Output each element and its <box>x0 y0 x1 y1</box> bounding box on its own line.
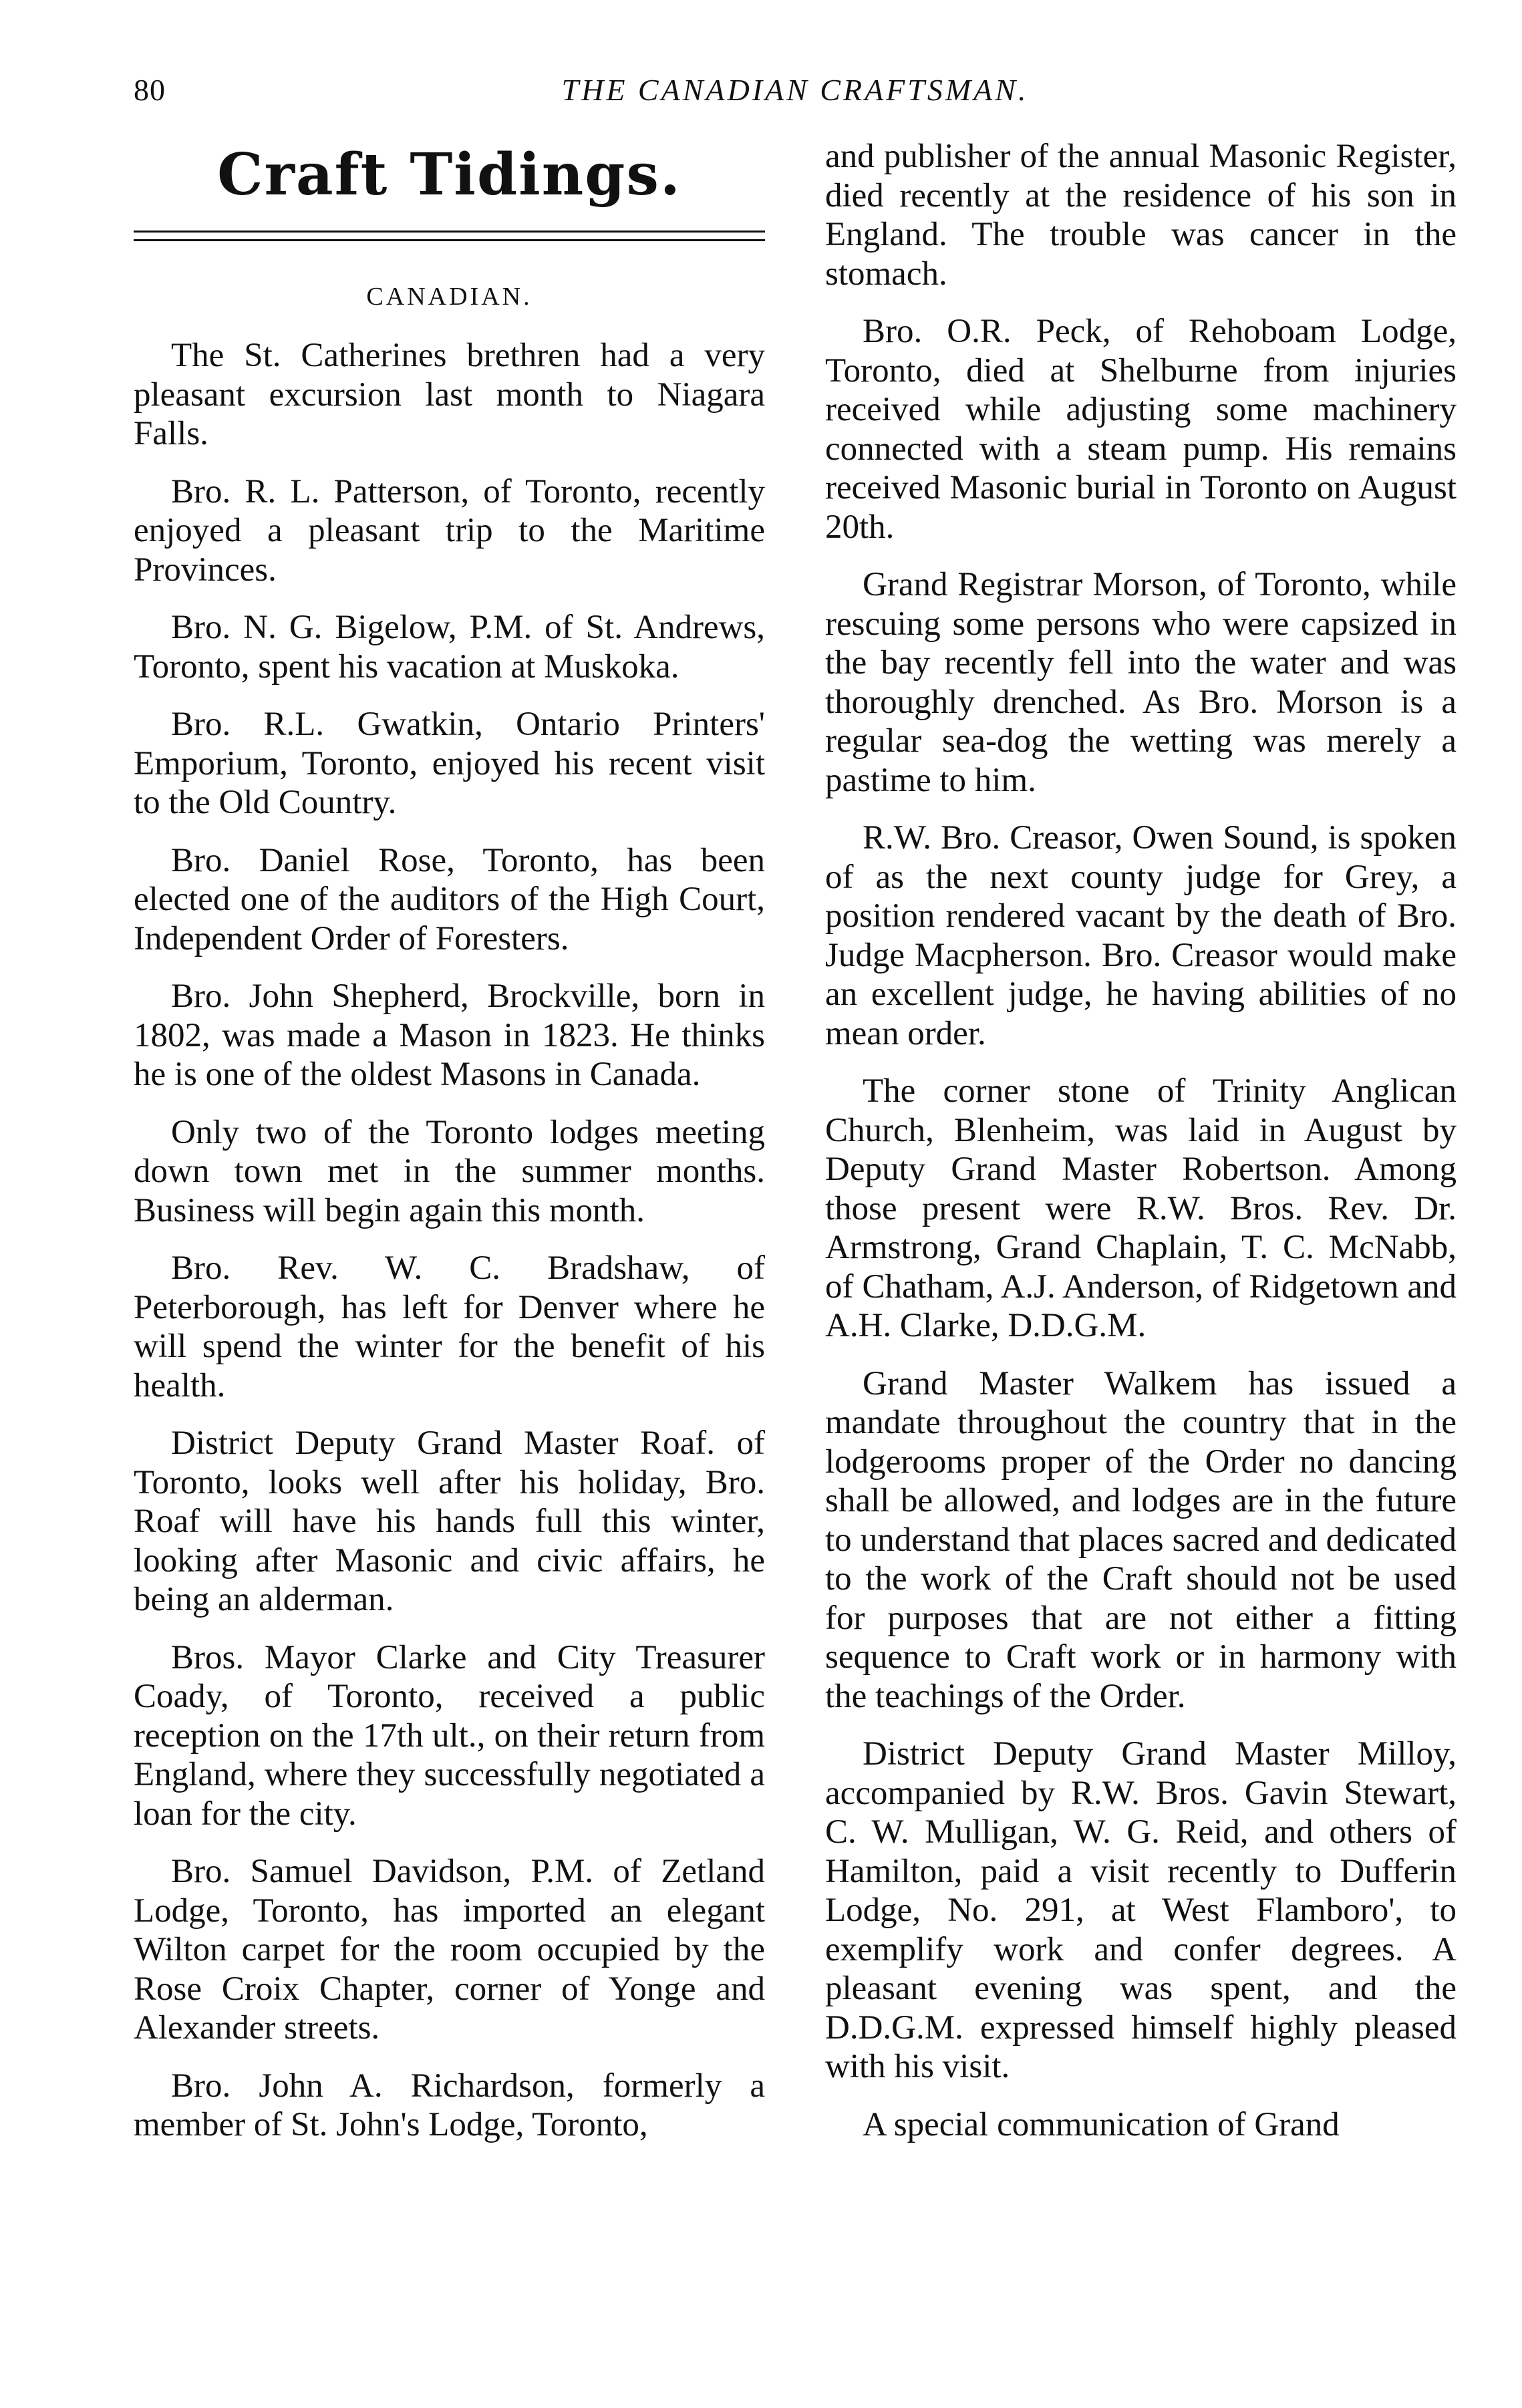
news-item: District Deputy Grand Master Milloy, accompanied by R.W. Bros. Gavin Stewart, C. W. Mulligan, W. G. Reid, and others of Hamilton, paid a visit recently to Dufferin Lodge, No. 291, at West Flamboro', to exemplify work and confer degrees. A pleasant evening was spent, and the D.D.G.M. expressed himself highly pleased with his visit. <box>825 1735 1457 2085</box>
page-number: 80 <box>134 73 166 107</box>
article-columns <box>134 137 1457 2163</box>
news-item: Bros. Mayor Clarke and City Treasurer Coady, of Toronto, received a public reception on the 17th ult., on their return from England, where they successfully negotiated a loan for the city. <box>134 1638 765 1833</box>
right-column <box>825 137 1457 2163</box>
double-rule-divider <box>134 231 765 241</box>
page-header <box>134 72 1457 126</box>
news-item: Bro. O.R. Peck, of Rehoboam Lodge, Toronto, died at Shelburne from injuries received while adjusting some machinery connected with a steam pump. His remains received Masonic burial in Toronto on August 20th. <box>825 313 1457 546</box>
left-column <box>134 137 765 2163</box>
news-item: Bro. John Shepherd, Brockville, born in 1802, was made a Mason in 1823. He thinks he is one of the oldest Masons in Canada. <box>134 977 765 1093</box>
news-item: The corner stone of Trinity Anglican Church, Blenheim, was laid in August by Deputy Grand Master Robertson. Among those present were R.W. Bros. Rev. Dr. Armstrong, Grand Chaplain, T. C. McNabb, of Chatham, A.J. Anderson, of Ridgetown and A.H. Clarke, D.D.G.M. <box>825 1072 1457 1344</box>
news-item: The St. Catherines brethren had a very pleasant excursion last month to Niagara Falls. <box>134 337 765 452</box>
news-item: Bro. R. L. Patterson, of Toronto, recently enjoyed a pleasant trip to the Maritime Provinces. <box>134 472 765 589</box>
running-title: THE CANADIAN CRAFTSMAN. <box>561 73 1029 107</box>
news-item: A special communication of Grand <box>863 2105 1340 2143</box>
news-item: Bro. Rev. W. C. Bradshaw, of Peterborough, has left for Denver where he will spend the winter for the benefit of his health. <box>134 1249 765 1404</box>
news-item: District Deputy Grand Master Roaf. of Toronto, looks well after his holiday, Bro. Roaf will have his hands full this winter, looking after Masonic and civic affairs, he being an alderman. <box>134 1424 765 1618</box>
news-item: Bro. N. G. Bigelow, P.M. of St. Andrews, Toronto, spent his vacation at Muskoka. <box>134 609 765 686</box>
news-item: R.W. Bro. Creasor, Owen Sound, is spoken of as the next county judge for Grey, a position rendered vacant by the death of Bro. Judge Macpherson. Bro. Creasor would make an excellent judge, he having abilities of no mean order. <box>825 819 1457 1052</box>
news-item: Grand Master Walkem has issued a mandate throughout the country that in the lodgerooms proper of the Order no dancing shall be allowed, and lodges are in the future to understand that places sacred and dedicated to the work of the Craft should not be used for purposes that are not either a fitting sequence to Craft work or in harmony with the teachings of the Order. <box>825 1364 1457 1715</box>
news-item-continued: and publisher of the annual Masonic Register, died recently at the residence of his son in England. The trouble was cancer in the stomach. <box>825 138 1457 293</box>
news-item: Grand Registrar Morson, of Toronto, while rescuing some persons who were capsized in the bay recently fell into the water and was thoroughly drenched. As Bro. Morson is a regular sea-dog the wetting was merely a pastime to him. <box>825 566 1457 799</box>
news-item: Bro. John A. Richardson, formerly a member of St. John's Lodge, Toronto, <box>134 2067 765 2143</box>
news-item: Bro. Daniel Rose, Toronto, has been elected one of the auditors of the High Court, Independent Order of Foresters. <box>134 841 765 957</box>
news-item: Bro. Samuel Davidson, P.M. of Zetland Lodge, Toronto, has imported an elegant Wilton carpet for the room occupied by the Rose Croix Chapter, corner of Yonge and Alexander streets. <box>134 1853 765 2047</box>
section-heading: CANADIAN. <box>366 283 532 311</box>
news-item: Only two of the Toronto lodges meeting down town met in the summer months. Business will begin again this month. <box>134 1113 765 1229</box>
section-masthead: Craft Tidings. <box>217 141 681 208</box>
news-item: Bro. R.L. Gwatkin, Ontario Printers' Emporium, Toronto, enjoyed his recent visit to the Old Country. <box>134 706 765 821</box>
